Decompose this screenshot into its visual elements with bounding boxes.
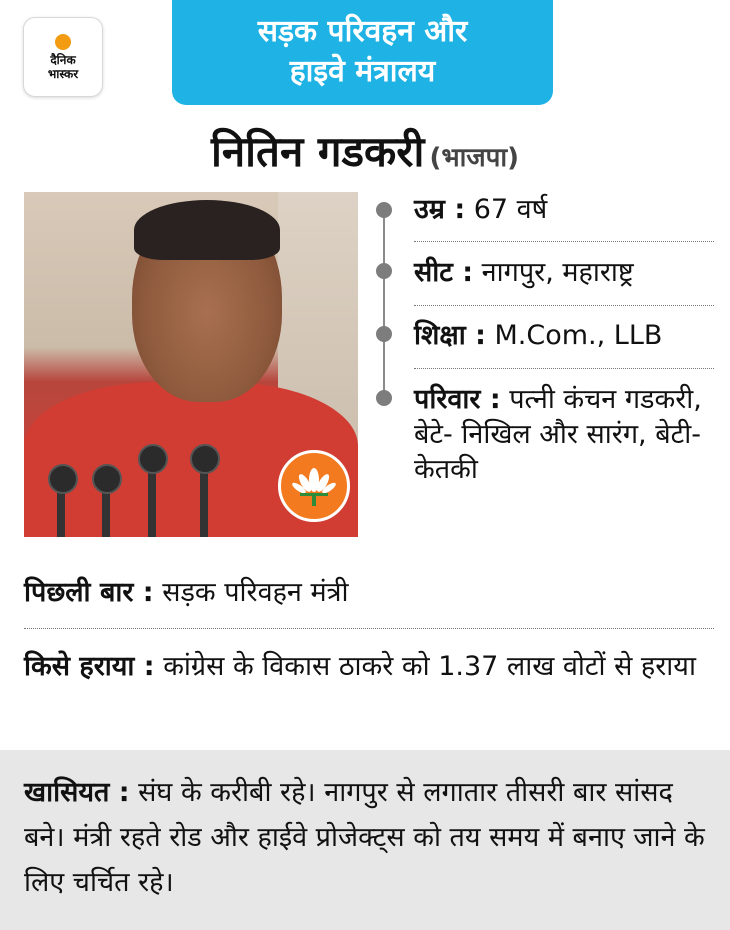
logo-text-line2: भास्कर <box>47 66 79 81</box>
defeated-value: कांग्रेस के विकास ठाकरे को 1.37 लाख वोटों से हराया <box>154 651 696 682</box>
timeline-dot <box>376 263 392 279</box>
photo-hair <box>134 200 280 260</box>
detail-value: M.Com., LLB <box>485 320 663 351</box>
timeline-dot <box>376 202 392 218</box>
lotus-icon <box>278 450 350 522</box>
detail-age <box>414 192 714 227</box>
ministry-banner <box>172 0 553 105</box>
name-row <box>0 122 730 180</box>
dainik-bhaskar-logo <box>23 17 103 97</box>
details-timeline <box>383 210 385 400</box>
banner-line2: हाइवे मंत्रालय <box>289 54 436 89</box>
person-name: नितिन गडकरी <box>210 127 425 176</box>
divider <box>414 368 714 369</box>
timeline-dot <box>376 390 392 406</box>
microphone-icon <box>190 444 220 474</box>
specialty-label: खासियत : <box>24 777 130 808</box>
last-time-label: पिछली बार : <box>24 577 154 608</box>
detail-label: सीट : <box>414 257 474 288</box>
logo-text-line1: दैनिक <box>50 52 76 67</box>
detail-value: 67 वर्ष <box>465 194 548 225</box>
last-time-value: सड़क परिवहन मंत्री <box>153 577 349 608</box>
detail-label: उम्र : <box>414 194 466 225</box>
detail-label: परिवार : <box>414 384 501 415</box>
detail-seat <box>414 255 714 290</box>
divider <box>414 305 714 306</box>
microphone-icon <box>138 444 168 474</box>
defeated-label: किसे हराया : <box>24 651 155 682</box>
detail-label: शिक्षा : <box>414 320 486 351</box>
banner-line1: सड़क परिवहन और <box>257 14 468 49</box>
detail-value: नागपुर, महाराष्ट्र <box>473 257 634 288</box>
specialty-text <box>24 770 714 905</box>
divider <box>414 241 714 242</box>
microphone-icon <box>92 464 122 494</box>
divider <box>24 628 714 629</box>
timeline-dot <box>376 326 392 342</box>
microphone-icon <box>48 464 78 494</box>
last-time-row <box>24 574 714 612</box>
sun-logo-icon <box>55 34 71 50</box>
detail-education <box>414 318 714 353</box>
party-name: (भाजपा) <box>429 143 520 173</box>
defeated-row <box>24 648 714 686</box>
specialty-value: संघ के करीबी रहे। नागपुर से लगातार तीसरी बार सांसद बने। मंत्री रहते रोड और हाईवे प्रोजेक्ट्स को तय समय में बनाए जाने के लिए चर्चित रहे। <box>24 777 705 898</box>
detail-family <box>414 382 714 487</box>
detail-value: पत्नी कंचन गडकरी, बेटे- निखिल और सारंग, बेटी- केतकी <box>414 384 702 485</box>
